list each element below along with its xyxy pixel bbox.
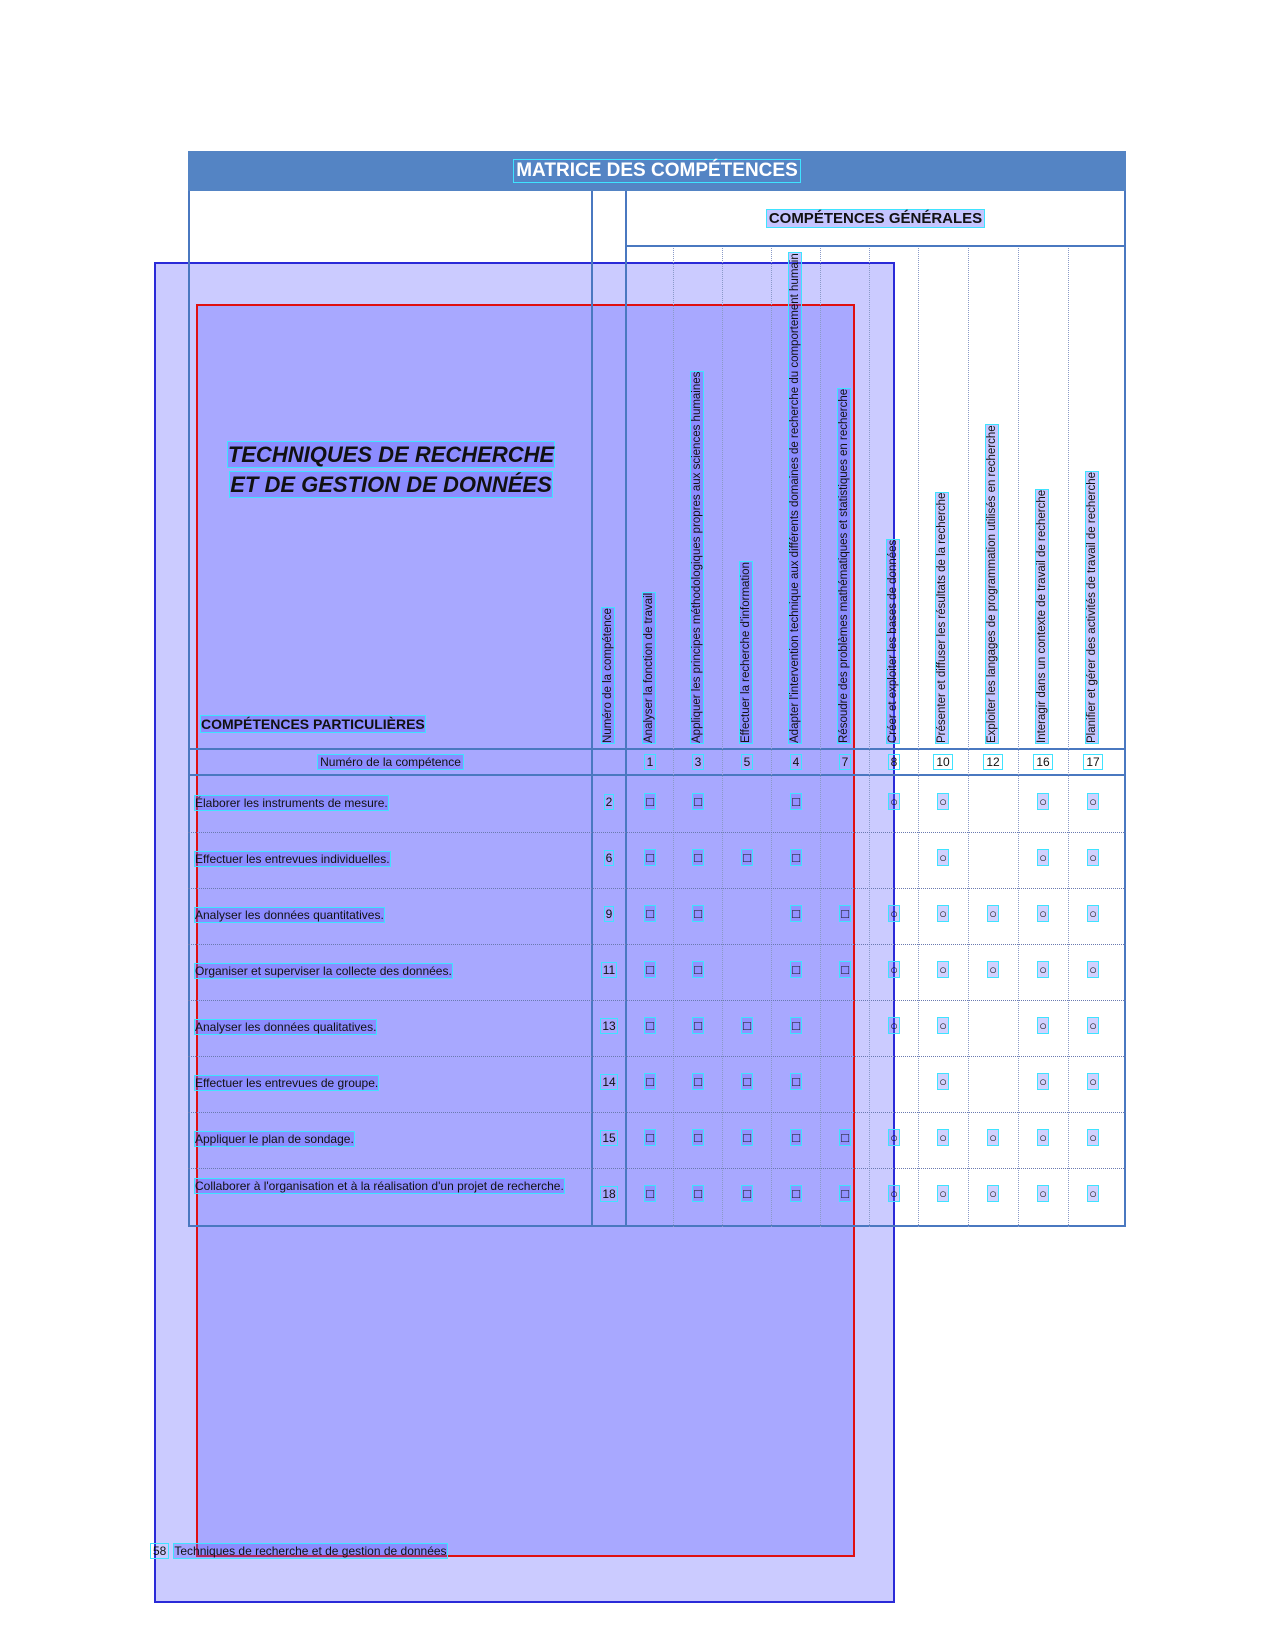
circle-mark-icon (918, 1074, 968, 1089)
matrix-title (188, 151, 1126, 191)
row-label-text: Élaborer les instruments de mesure. (195, 796, 388, 810)
mark-text: □ (646, 1130, 654, 1145)
program-title-line1: TECHNIQUES DE RECHERCHE (227, 442, 555, 467)
circle-mark-icon (918, 1018, 968, 1033)
square-mark-icon (625, 794, 675, 809)
general-competency-number (771, 749, 821, 775)
mark-text: □ (694, 906, 702, 921)
page-footer (150, 1544, 448, 1558)
square-mark-icon (820, 962, 870, 977)
row-label-text: Effectuer les entrevues individuelles. (195, 852, 390, 866)
mark-text: ○ (1089, 962, 1097, 977)
mark-text: □ (694, 1018, 702, 1033)
general-competency-label: Effectuer la recherche d'information (740, 562, 752, 743)
grid-line (188, 888, 1126, 889)
grid-line (188, 832, 1126, 833)
general-competency-number (722, 749, 772, 775)
general-competency-header-6 (869, 248, 919, 748)
circle-mark-icon (1068, 906, 1118, 921)
mark-text: ○ (1089, 906, 1097, 921)
grid-line (1124, 191, 1126, 1227)
mark-text: ○ (1089, 1074, 1097, 1089)
mark-text: □ (694, 794, 702, 809)
circle-mark-icon (869, 794, 919, 809)
general-competency-number (869, 749, 919, 775)
row-label (194, 1075, 598, 1092)
program-title-line2: ET DE GESTION DE DONNÉES (230, 472, 552, 497)
grid-line (188, 191, 190, 1227)
circle-mark-icon (869, 1130, 919, 1145)
general-competency-header-1 (625, 248, 675, 748)
row-number-text: 6 (605, 851, 613, 865)
grid-line (188, 1000, 1126, 1001)
general-competency-number (820, 749, 870, 775)
mark-text: ○ (890, 1018, 898, 1033)
square-mark-icon (771, 906, 821, 921)
general-competency-label: Interagir dans un contexte de travail de recherche (1036, 489, 1048, 743)
mark-text: ○ (1039, 962, 1047, 977)
square-mark-icon (771, 1074, 821, 1089)
square-mark-icon (673, 1018, 723, 1033)
row-number-text: 15 (602, 1131, 616, 1145)
circle-mark-icon (1068, 1130, 1118, 1145)
mark-text: ○ (1039, 906, 1047, 921)
mark-text: ○ (1089, 1130, 1097, 1145)
mark-text: ○ (1089, 1186, 1097, 1201)
circle-mark-icon (918, 906, 968, 921)
grid-line (188, 1056, 1126, 1057)
mark-text: ○ (890, 1130, 898, 1145)
mark-text: □ (646, 906, 654, 921)
general-competency-number (1068, 749, 1118, 775)
general-competency-header-2 (673, 248, 723, 748)
row-number (593, 1187, 625, 1201)
row-number (593, 1019, 625, 1033)
circle-mark-icon (869, 962, 919, 977)
mark-text: □ (743, 850, 751, 865)
general-competency-number-text: 16 (1033, 754, 1052, 770)
mark-text: ○ (989, 1186, 997, 1201)
square-mark-icon (771, 962, 821, 977)
general-competency-label: Analyser la fonction de travail (643, 592, 655, 743)
mark-text: ○ (890, 962, 898, 977)
general-competency-label: Appliquer les principes méthodologiques propres aux sciences humaines (691, 371, 703, 743)
square-mark-icon (722, 1186, 772, 1201)
mark-text: □ (743, 1018, 751, 1033)
circle-mark-icon (869, 1186, 919, 1201)
square-mark-icon (673, 962, 723, 977)
mark-text: □ (743, 1130, 751, 1145)
row-label (194, 907, 598, 924)
circle-mark-icon (1018, 1074, 1068, 1089)
square-mark-icon (771, 1018, 821, 1033)
circle-mark-icon (1068, 850, 1118, 865)
square-mark-icon (625, 1130, 675, 1145)
general-header-text: COMPÉTENCES GÉNÉRALES (766, 209, 985, 228)
footer-text: Techniques de recherche et de gestion de données (174, 1544, 447, 1558)
mark-text: ○ (939, 1074, 947, 1089)
general-competency-header-8 (968, 248, 1018, 748)
general-competency-label: Planifier et gérer des activités de travail de recherche (1086, 471, 1098, 743)
mark-text: □ (792, 794, 800, 809)
general-competency-number-text: 3 (692, 754, 705, 770)
square-mark-icon (625, 1186, 675, 1201)
number-column-header-text: Numéro de la compétence (602, 608, 614, 743)
row-label-text: Organiser et superviser la collecte des données. (195, 964, 452, 978)
square-mark-icon (771, 1130, 821, 1145)
mark-text: □ (646, 962, 654, 977)
mark-text: ○ (1039, 1130, 1047, 1145)
general-competency-label: Adapter l'intervention technique aux différents domaines de recherche du comportement humain (789, 253, 801, 743)
square-mark-icon (722, 1130, 772, 1145)
general-competency-number-text: 5 (741, 754, 754, 770)
circle-mark-icon (918, 1130, 968, 1145)
row-label-text: Analyser les données qualitatives. (195, 1020, 377, 1034)
mark-text: □ (792, 1018, 800, 1033)
mark-text: ○ (989, 1130, 997, 1145)
circle-mark-icon (918, 850, 968, 865)
row-label (194, 963, 598, 980)
mark-text: ○ (1089, 794, 1097, 809)
circle-mark-icon (1068, 1186, 1118, 1201)
row-number (593, 1075, 625, 1089)
row-label (194, 1178, 598, 1195)
grid-line (188, 1225, 1126, 1227)
square-mark-icon (771, 850, 821, 865)
mark-text: □ (694, 850, 702, 865)
square-mark-icon (625, 962, 675, 977)
square-mark-icon (625, 1074, 675, 1089)
mark-text: □ (792, 850, 800, 865)
row-number (593, 795, 625, 809)
row-number (593, 907, 625, 921)
mark-text: □ (646, 1186, 654, 1201)
general-competency-number-text: 17 (1083, 754, 1102, 770)
grid-line (188, 1168, 1126, 1169)
circle-mark-icon (1018, 1186, 1068, 1201)
circle-mark-icon (968, 1130, 1018, 1145)
general-competencies-header (625, 191, 1126, 247)
row-label-text: Collaborer à l'organisation et à la réalisation d'un projet de recherche. (195, 1179, 564, 1193)
row-number-text: 13 (602, 1019, 616, 1033)
mark-text: ○ (890, 906, 898, 921)
square-mark-icon (820, 1130, 870, 1145)
mark-text: ○ (890, 1186, 898, 1201)
mark-text: □ (792, 1186, 800, 1201)
mark-text: □ (841, 962, 849, 977)
particular-competencies-label (200, 716, 426, 732)
general-competency-number-text: 1 (644, 754, 657, 770)
square-mark-icon (625, 850, 675, 865)
square-mark-icon (673, 1130, 723, 1145)
row-label-text: Effectuer les entrevues de groupe. (195, 1076, 379, 1090)
square-mark-icon (722, 850, 772, 865)
mark-text: □ (694, 1130, 702, 1145)
square-mark-icon (771, 794, 821, 809)
mark-text: ○ (1039, 1186, 1047, 1201)
mark-text: □ (646, 1018, 654, 1033)
mark-text: □ (646, 850, 654, 865)
general-competency-number (1018, 749, 1068, 775)
row-number (593, 963, 625, 977)
mark-text: ○ (989, 962, 997, 977)
mark-text: □ (792, 1130, 800, 1145)
mark-text: ○ (1089, 850, 1097, 865)
general-competency-label: Exploiter les langages de programmation utilisés en recherche (986, 425, 998, 743)
mark-text: ○ (939, 1186, 947, 1201)
mark-text: □ (792, 1074, 800, 1089)
row-number-text: 2 (605, 795, 613, 809)
circle-mark-icon (918, 962, 968, 977)
square-mark-icon (820, 1186, 870, 1201)
mark-text: ○ (1039, 794, 1047, 809)
square-mark-icon (673, 850, 723, 865)
grid-line (188, 1112, 1126, 1113)
mark-text: ○ (939, 1018, 947, 1033)
mark-text: □ (694, 962, 702, 977)
row-label (194, 1131, 598, 1148)
general-competency-header-9 (1018, 248, 1068, 748)
square-mark-icon (673, 1074, 723, 1089)
mark-text: □ (694, 1074, 702, 1089)
mark-text: ○ (1039, 1018, 1047, 1033)
general-competency-number (625, 749, 675, 775)
row-number-text: 18 (602, 1187, 616, 1201)
number-row-label-text: Numéro de la compétence (317, 754, 464, 770)
mark-text: ○ (1089, 1018, 1097, 1033)
circle-mark-icon (1018, 794, 1068, 809)
mark-text: ○ (939, 850, 947, 865)
mark-text: ○ (939, 794, 947, 809)
row-number-text: 11 (602, 963, 616, 977)
general-competency-label: Résoudre des problèmes mathématiques et statistiques en recherche (838, 388, 850, 743)
circle-mark-icon (1068, 794, 1118, 809)
square-mark-icon (673, 794, 723, 809)
mark-text: □ (841, 1130, 849, 1145)
mark-text: □ (743, 1074, 751, 1089)
general-competency-number (968, 749, 1018, 775)
mark-text: ○ (939, 962, 947, 977)
circle-mark-icon (918, 794, 968, 809)
number-column-header (593, 248, 625, 748)
general-competency-header-10 (1068, 248, 1118, 748)
mark-text: □ (694, 1186, 702, 1201)
row-label-text: Analyser les données quantitatives. (195, 908, 384, 922)
general-competency-number (673, 749, 723, 775)
mark-text: ○ (890, 794, 898, 809)
general-competency-label: Créer et exploiter les bases de données (887, 539, 899, 743)
mark-text: □ (792, 962, 800, 977)
mark-text: □ (646, 794, 654, 809)
row-label (194, 1019, 598, 1036)
mark-text: □ (646, 1074, 654, 1089)
circle-mark-icon (968, 1186, 1018, 1201)
square-mark-icon (625, 906, 675, 921)
circle-mark-icon (1018, 906, 1068, 921)
square-mark-icon (771, 1186, 821, 1201)
mark-text: ○ (1039, 850, 1047, 865)
circle-mark-icon (869, 906, 919, 921)
general-competency-number-text: 12 (983, 754, 1002, 770)
circle-mark-icon (1068, 1018, 1118, 1033)
general-competency-header-7 (918, 248, 968, 748)
row-number (593, 1131, 625, 1145)
number-row-label (188, 749, 593, 775)
mark-text: ○ (989, 906, 997, 921)
circle-mark-icon (968, 906, 1018, 921)
mark-text: ○ (1039, 1074, 1047, 1089)
circle-mark-icon (1018, 962, 1068, 977)
general-competency-number-text: 4 (790, 754, 803, 770)
mark-text: □ (743, 1186, 751, 1201)
circle-mark-icon (1018, 1130, 1068, 1145)
program-title (196, 440, 586, 500)
general-competency-number-text: 7 (839, 754, 852, 770)
square-mark-icon (625, 1018, 675, 1033)
square-mark-icon (673, 1186, 723, 1201)
general-competency-header-5 (820, 248, 870, 748)
mark-text: □ (841, 1186, 849, 1201)
circle-mark-icon (918, 1186, 968, 1201)
general-competency-number (918, 749, 968, 775)
row-number-text: 14 (602, 1075, 616, 1089)
circle-mark-icon (968, 962, 1018, 977)
circle-mark-icon (869, 1018, 919, 1033)
row-label-text: Appliquer le plan de sondage. (195, 1132, 354, 1146)
circle-mark-icon (1018, 850, 1068, 865)
mark-text: ○ (939, 1130, 947, 1145)
general-competency-number-text: 10 (933, 754, 952, 770)
square-mark-icon (722, 1074, 772, 1089)
grid-line (188, 944, 1126, 945)
circle-mark-icon (1068, 1074, 1118, 1089)
row-number-text: 9 (605, 907, 613, 921)
row-label (194, 851, 598, 868)
square-mark-icon (673, 906, 723, 921)
mark-text: □ (841, 906, 849, 921)
square-mark-icon (820, 906, 870, 921)
general-competency-header-4 (771, 248, 821, 748)
general-competency-number-text: 8 (888, 754, 901, 770)
general-competency-header-3 (722, 248, 772, 748)
row-number (593, 851, 625, 865)
matrix-title-text: MATRICE DES COMPÉTENCES (513, 159, 801, 183)
square-mark-icon (722, 1018, 772, 1033)
mark-text: □ (792, 906, 800, 921)
circle-mark-icon (1068, 962, 1118, 977)
row-label (194, 795, 598, 812)
circle-mark-icon (1018, 1018, 1068, 1033)
mark-text: ○ (939, 906, 947, 921)
general-competency-label: Présenter et diffuser les résultats de la recherche (936, 492, 948, 743)
particular-label-text: COMPÉTENCES PARTICULIÈRES (201, 716, 425, 732)
page-number: 58 (150, 1543, 169, 1559)
